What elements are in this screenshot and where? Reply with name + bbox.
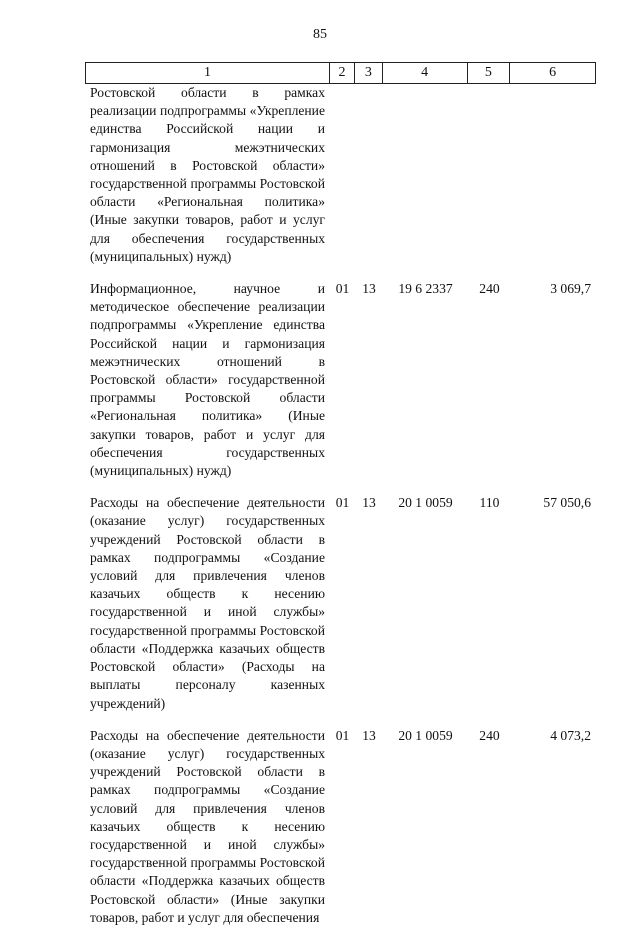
row-subsection: 13: [362, 495, 376, 511]
header-col-6: 6: [549, 65, 557, 80]
row-amount: 4 073,2: [550, 727, 591, 743]
row-subsection: 13: [362, 727, 376, 743]
row-description: Информационное, научное и методическое обеспечение реализации подпрограммы «Укрепление единства Российской нации и гармонизация межэтнических отношений в Ростовской области» государственной программы Ростовской области «Региональная политика» (Иные закупки товаров, работ и услуг для обеспечения государственных (муниципальных) нужд): [90, 281, 325, 479]
row-section: 01: [335, 495, 350, 511]
header-col-5: 5: [468, 63, 511, 83]
row-description: Ростовской области в рамках реализации подпрограммы «Укрепление единства Российской нации и гармонизация межэтнических отношений в Ростовской области» государственной программы Ростовской области «Региональная политика» (Иные закупки товаров, работ и услуг для обеспечения государственных (муниципальных) нужд): [90, 85, 325, 264]
table-row: [85, 727, 596, 927]
row-target-article: 20 1 0059: [398, 495, 453, 511]
page-number: 85: [313, 27, 327, 42]
row-amount: 3 069,7: [550, 281, 591, 297]
row-target-article: 19 6 2337: [398, 281, 453, 297]
table-header: [85, 62, 596, 84]
row-section: 01: [335, 281, 350, 297]
row-expense-type: 110: [479, 495, 500, 511]
table-body: [85, 84, 596, 941]
row-subsection: 13: [362, 281, 376, 297]
header-col-4: 4: [383, 63, 468, 83]
table-row: [85, 84, 596, 266]
row-target-article: 20 1 0059: [398, 727, 453, 743]
row-description: Расходы на обеспечение деятельности (оказание услуг) государственных учреждений Ростовской области в рамках подпрограммы «Создание условий для привлечения членов казачьих обществ к несению государственной и иной службы» государственной программы Ростовской области «Поддержка казачьих обществ Ростовской области» (Иные закупки товаров, работ и услуг для обеспечения: [90, 727, 325, 925]
table-row: [85, 280, 596, 480]
header-col-3: 3: [355, 63, 383, 83]
row-section: 01: [335, 727, 350, 743]
row-expense-type: 240: [479, 727, 500, 743]
row-description: Расходы на обеспечение деятельности (оказание услуг) государственных учреждений Ростовской области в рамках подпрограммы «Создание условий для привлечения членов казачьих обществ к несению государственной и иной службы» государственной программы Ростовской области «Поддержка казачьих обществ Ростовской области» (Расходы на выплаты персоналу казенных учреждений): [90, 495, 325, 711]
row-amount: 57 050,6: [543, 495, 591, 511]
table-row: [85, 494, 596, 712]
header-col-2: 2: [330, 63, 355, 83]
header-col-1: 1: [86, 63, 330, 83]
row-expense-type: 240: [479, 281, 500, 297]
